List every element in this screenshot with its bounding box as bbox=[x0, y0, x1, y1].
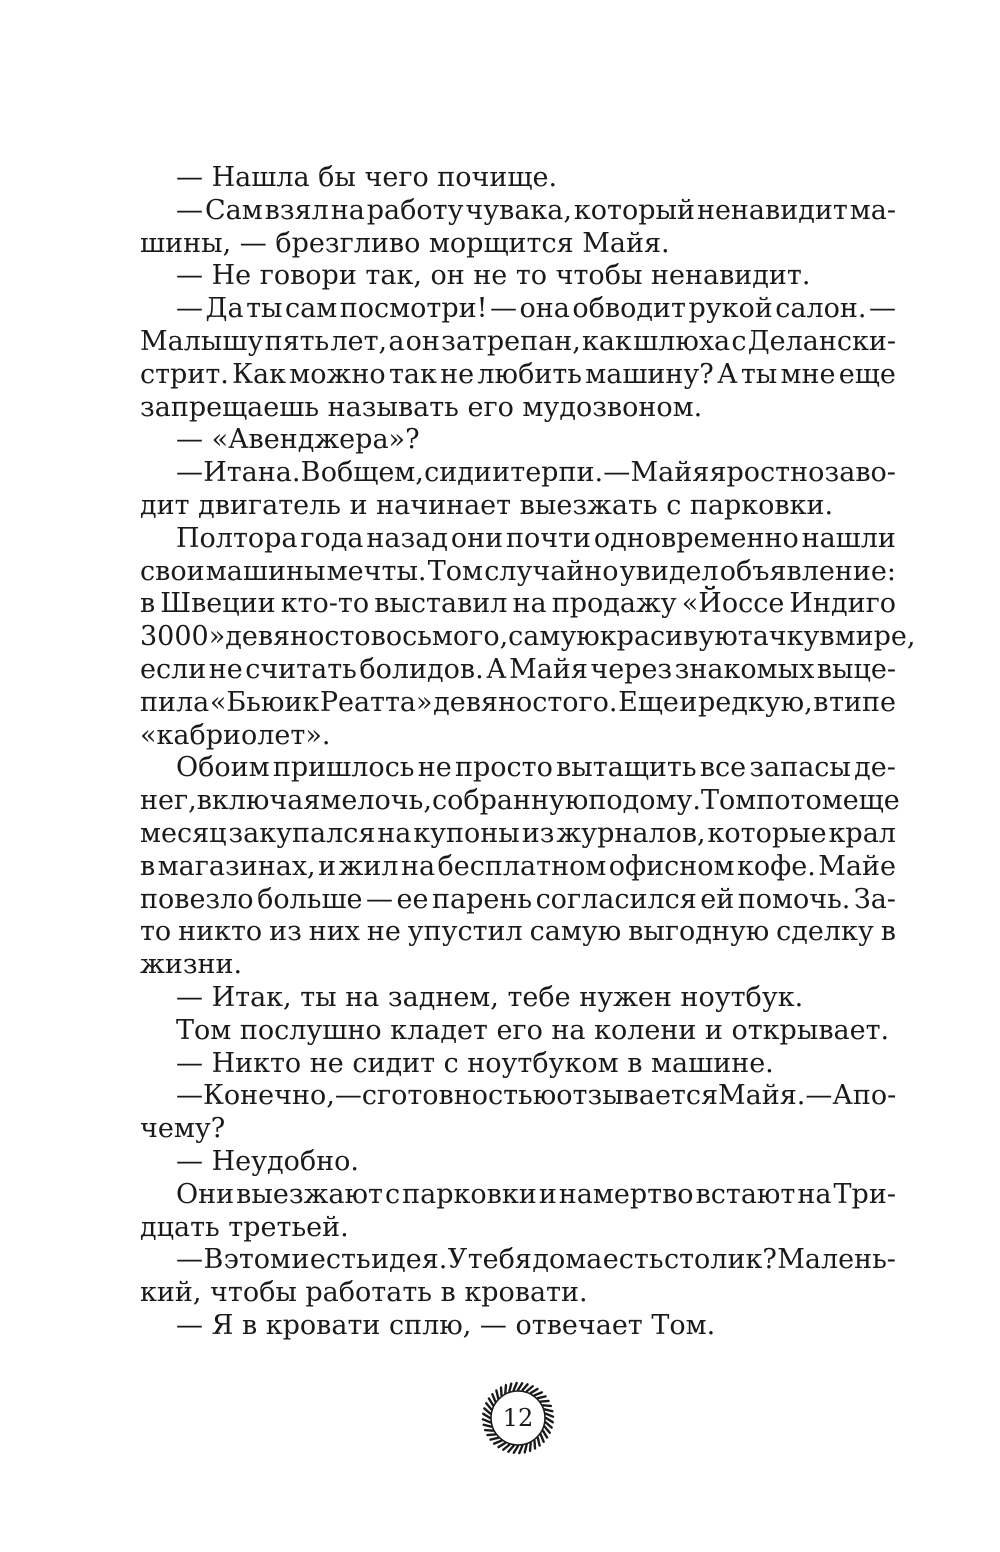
text-line: — Итак, ты на заднем, тебе нужен ноутбук. bbox=[176, 981, 804, 1013]
text-line: Они выезжают с парковки и намертво встают на Три- bbox=[176, 1178, 896, 1210]
text-line: кий, чтобы работать в кровати. bbox=[140, 1277, 588, 1309]
text-line: пила «Бьюик Реатта» девяностого. Еще и редкую, в типе bbox=[140, 686, 896, 718]
text-line: 3000» девяносто восьмого, самую красивую тачку в мире, bbox=[140, 621, 916, 653]
text-line: — Да ты сам посмотри! — она обводит рукой салон. — bbox=[176, 293, 896, 325]
page-number-badge bbox=[480, 1380, 556, 1456]
text-line: — Я в кровати сплю, — отвечает Том. bbox=[176, 1309, 716, 1341]
body-text bbox=[140, 162, 916, 1343]
text-line: Том послушно кладет его на колени и открывает. bbox=[176, 1014, 890, 1046]
text-line: — Никто не сидит с ноутбуком в машине. bbox=[176, 1047, 774, 1079]
text-line: — Неудобно. bbox=[176, 1145, 359, 1177]
text-line: шины, — брезгливо морщится Майя. bbox=[140, 227, 670, 259]
text-line: Обоим пришлось не просто вытащить все запасы де- bbox=[176, 752, 896, 784]
text-line: запрещаешь называть его мудозвоном. bbox=[140, 391, 703, 423]
text-line: то никто из них не упустил самую выгодную сделку в bbox=[140, 916, 896, 948]
text-line: свои машины мечты. Том случайно увидел объявление: bbox=[140, 555, 896, 587]
text-line: в магазинах, и жил на бесплатном офисном кофе. Майе bbox=[140, 850, 896, 882]
text-line: в Швеции кто-то выставил на продажу «Йоссе Индиго bbox=[140, 588, 896, 620]
text-line: нег, включая мелочь, собранную по дому. Том потом еще bbox=[140, 785, 900, 817]
text-line: чему? bbox=[140, 1113, 226, 1145]
text-line: дит двигатель и начинает выезжать с парковки. bbox=[140, 489, 834, 521]
text-line: дцать третьей. bbox=[140, 1211, 349, 1243]
text-line: — Нашла бы чего почище. bbox=[176, 162, 558, 193]
text-line: повезло больше — ее парень согласился ей помочь. За- bbox=[140, 883, 896, 915]
page-number: 12 bbox=[502, 1404, 534, 1432]
text-line: — Сам взял на работу чувака, который ненавидит ма- bbox=[176, 194, 896, 226]
text-line: — Не говори так, он не то чтобы ненавидит. bbox=[176, 260, 811, 292]
text-line: — «Авенджера»? bbox=[176, 424, 420, 456]
text-line: «кабриолет». bbox=[140, 719, 331, 751]
text-line: — Конечно, — с готовностью отзывается Майя. — А по- bbox=[176, 1080, 897, 1112]
text-line: месяц закупался на купоны из журналов, которые крал bbox=[140, 817, 896, 849]
text-line: — Итана. В общем, сиди и терпи. — Майя яростно заво- bbox=[176, 457, 896, 489]
text-line: Полтора года назад они почти одновременно нашли bbox=[176, 522, 896, 554]
text-line: если не считать болидов. А Майя через знакомых выце- bbox=[140, 653, 896, 685]
text-line: — В этом и есть идея. У тебя дома есть столик? Малень- bbox=[176, 1244, 896, 1276]
text-line: Малышу пять лет, а он затрепан, как шлюха с Делански- bbox=[140, 325, 896, 357]
text-line: стрит. Как можно так не любить машину? А ты мне еще bbox=[140, 358, 896, 390]
text-line: жизни. bbox=[140, 949, 243, 981]
